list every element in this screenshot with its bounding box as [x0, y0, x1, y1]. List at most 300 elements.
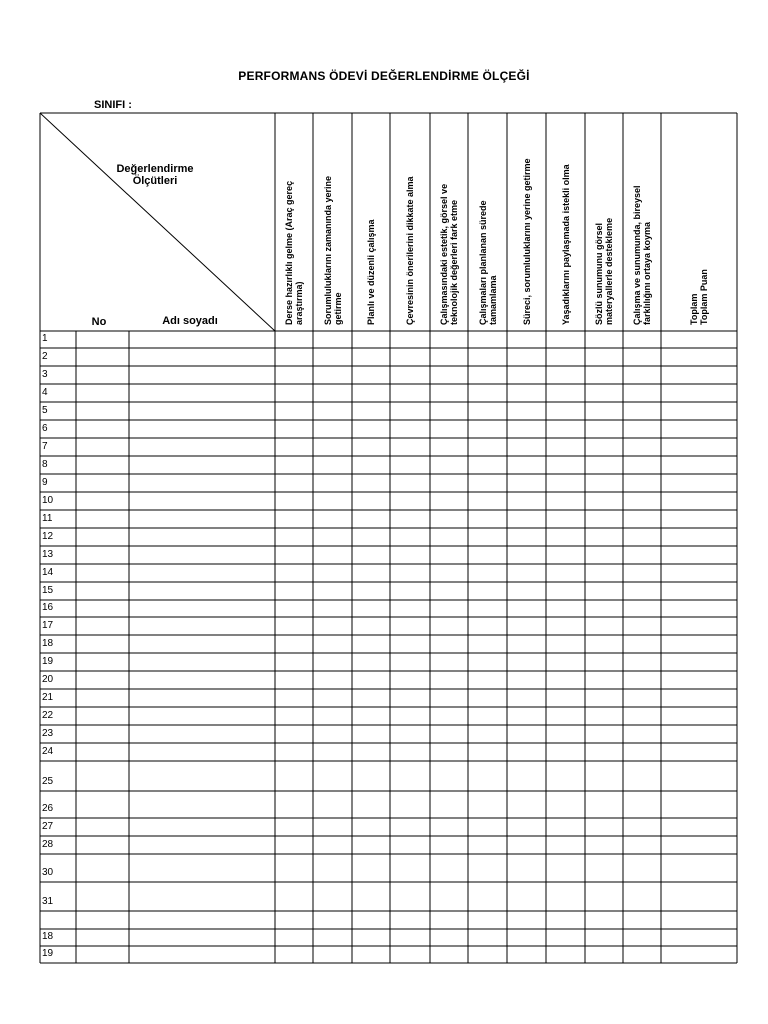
score-cell[interactable]	[276, 819, 313, 836]
student-name-cell[interactable]	[130, 726, 275, 743]
score-cell[interactable]	[314, 475, 352, 492]
score-cell[interactable]	[314, 636, 352, 653]
student-no-cell[interactable]	[77, 792, 129, 818]
score-cell[interactable]	[508, 565, 546, 582]
score-cell[interactable]	[624, 601, 661, 617]
score-cell[interactable]	[547, 762, 585, 791]
student-no-cell[interactable]	[77, 726, 129, 743]
score-cell[interactable]	[508, 493, 546, 510]
score-cell[interactable]	[314, 837, 352, 854]
score-cell[interactable]	[314, 855, 352, 882]
score-cell[interactable]	[662, 947, 737, 963]
score-cell[interactable]	[547, 930, 585, 946]
student-no-cell[interactable]	[77, 654, 129, 671]
score-cell[interactable]	[314, 672, 352, 689]
score-cell[interactable]	[662, 475, 737, 492]
score-cell[interactable]	[391, 654, 430, 671]
score-cell[interactable]	[391, 511, 430, 528]
score-cell[interactable]	[662, 855, 737, 882]
score-cell[interactable]	[314, 654, 352, 671]
score-cell[interactable]	[662, 457, 737, 474]
score-cell[interactable]	[547, 332, 585, 348]
score-cell[interactable]	[662, 547, 737, 564]
student-name-cell[interactable]	[130, 855, 275, 882]
score-cell[interactable]	[353, 367, 390, 384]
score-cell[interactable]	[276, 493, 313, 510]
score-cell[interactable]	[391, 529, 430, 546]
score-cell[interactable]	[586, 547, 623, 564]
score-cell[interactable]	[469, 762, 507, 791]
score-cell[interactable]	[469, 349, 507, 366]
student-no-cell[interactable]	[77, 912, 129, 929]
score-cell[interactable]	[624, 583, 661, 600]
score-cell[interactable]	[353, 636, 390, 653]
score-cell[interactable]	[586, 819, 623, 836]
score-cell[interactable]	[314, 457, 352, 474]
score-cell[interactable]	[547, 403, 585, 420]
score-cell[interactable]	[624, 855, 661, 882]
score-cell[interactable]	[314, 583, 352, 600]
score-cell[interactable]	[624, 883, 661, 911]
score-cell[interactable]	[624, 792, 661, 818]
score-cell[interactable]	[547, 583, 585, 600]
score-cell[interactable]	[391, 690, 430, 707]
score-cell[interactable]	[624, 493, 661, 510]
score-cell[interactable]	[547, 744, 585, 761]
student-name-cell[interactable]	[130, 475, 275, 492]
student-no-cell[interactable]	[77, 947, 129, 963]
score-cell[interactable]	[391, 367, 430, 384]
score-cell[interactable]	[276, 457, 313, 474]
score-cell[interactable]	[314, 565, 352, 582]
score-cell[interactable]	[431, 883, 468, 911]
student-name-cell[interactable]	[130, 332, 275, 348]
score-cell[interactable]	[469, 547, 507, 564]
score-cell[interactable]	[469, 475, 507, 492]
score-cell[interactable]	[586, 349, 623, 366]
score-cell[interactable]	[547, 547, 585, 564]
student-name-cell[interactable]	[130, 708, 275, 725]
score-cell[interactable]	[391, 457, 430, 474]
student-name-cell[interactable]	[130, 690, 275, 707]
score-cell[interactable]	[276, 792, 313, 818]
score-cell[interactable]	[624, 385, 661, 402]
student-no-cell[interactable]	[77, 636, 129, 653]
score-cell[interactable]	[391, 708, 430, 725]
score-cell[interactable]	[431, 726, 468, 743]
score-cell[interactable]	[353, 601, 390, 617]
score-cell[interactable]	[391, 855, 430, 882]
score-cell[interactable]	[547, 792, 585, 818]
score-cell[interactable]	[276, 601, 313, 617]
score-cell[interactable]	[662, 837, 737, 854]
student-no-cell[interactable]	[77, 475, 129, 492]
score-cell[interactable]	[276, 930, 313, 946]
score-cell[interactable]	[314, 601, 352, 617]
score-cell[interactable]	[391, 439, 430, 456]
score-cell[interactable]	[508, 690, 546, 707]
score-cell[interactable]	[662, 690, 737, 707]
score-cell[interactable]	[314, 547, 352, 564]
score-cell[interactable]	[314, 403, 352, 420]
score-cell[interactable]	[276, 529, 313, 546]
score-cell[interactable]	[469, 654, 507, 671]
score-cell[interactable]	[353, 744, 390, 761]
score-cell[interactable]	[431, 403, 468, 420]
student-name-cell[interactable]	[130, 565, 275, 582]
score-cell[interactable]	[624, 421, 661, 438]
score-cell[interactable]	[662, 565, 737, 582]
score-cell[interactable]	[624, 439, 661, 456]
student-name-cell[interactable]	[130, 439, 275, 456]
student-name-cell[interactable]	[130, 511, 275, 528]
score-cell[interactable]	[662, 744, 737, 761]
score-cell[interactable]	[586, 385, 623, 402]
score-cell[interactable]	[662, 883, 737, 911]
student-name-cell[interactable]	[130, 883, 275, 911]
score-cell[interactable]	[353, 819, 390, 836]
student-no-cell[interactable]	[77, 547, 129, 564]
student-name-cell[interactable]	[130, 385, 275, 402]
score-cell[interactable]	[508, 349, 546, 366]
score-cell[interactable]	[508, 457, 546, 474]
score-cell[interactable]	[469, 529, 507, 546]
score-cell[interactable]	[586, 403, 623, 420]
score-cell[interactable]	[624, 672, 661, 689]
score-cell[interactable]	[586, 947, 623, 963]
score-cell[interactable]	[314, 690, 352, 707]
score-cell[interactable]	[662, 930, 737, 946]
score-cell[interactable]	[276, 403, 313, 420]
score-cell[interactable]	[469, 565, 507, 582]
score-cell[interactable]	[391, 792, 430, 818]
score-cell[interactable]	[469, 837, 507, 854]
student-name-cell[interactable]	[130, 912, 275, 929]
score-cell[interactable]	[431, 654, 468, 671]
score-cell[interactable]	[276, 349, 313, 366]
score-cell[interactable]	[431, 547, 468, 564]
student-name-cell[interactable]	[130, 618, 275, 635]
score-cell[interactable]	[508, 601, 546, 617]
score-cell[interactable]	[624, 708, 661, 725]
student-name-cell[interactable]	[130, 819, 275, 836]
score-cell[interactable]	[586, 792, 623, 818]
score-cell[interactable]	[353, 762, 390, 791]
student-no-cell[interactable]	[77, 332, 129, 348]
score-cell[interactable]	[662, 912, 737, 929]
score-cell[interactable]	[276, 855, 313, 882]
score-cell[interactable]	[624, 690, 661, 707]
score-cell[interactable]	[508, 367, 546, 384]
score-cell[interactable]	[314, 511, 352, 528]
score-cell[interactable]	[624, 947, 661, 963]
score-cell[interactable]	[276, 565, 313, 582]
student-name-cell[interactable]	[130, 601, 275, 617]
score-cell[interactable]	[624, 547, 661, 564]
score-cell[interactable]	[431, 819, 468, 836]
score-cell[interactable]	[586, 618, 623, 635]
score-cell[interactable]	[508, 529, 546, 546]
score-cell[interactable]	[586, 855, 623, 882]
score-cell[interactable]	[314, 744, 352, 761]
student-name-cell[interactable]	[130, 654, 275, 671]
score-cell[interactable]	[624, 930, 661, 946]
score-cell[interactable]	[469, 601, 507, 617]
student-name-cell[interactable]	[130, 367, 275, 384]
score-cell[interactable]	[586, 439, 623, 456]
score-cell[interactable]	[662, 511, 737, 528]
score-cell[interactable]	[431, 367, 468, 384]
score-cell[interactable]	[547, 439, 585, 456]
score-cell[interactable]	[314, 385, 352, 402]
student-no-cell[interactable]	[77, 385, 129, 402]
score-cell[interactable]	[431, 690, 468, 707]
score-cell[interactable]	[314, 792, 352, 818]
score-cell[interactable]	[353, 403, 390, 420]
student-name-cell[interactable]	[130, 547, 275, 564]
student-no-cell[interactable]	[77, 930, 129, 946]
score-cell[interactable]	[586, 367, 623, 384]
score-cell[interactable]	[391, 883, 430, 911]
score-cell[interactable]	[431, 493, 468, 510]
score-cell[interactable]	[391, 403, 430, 420]
score-cell[interactable]	[469, 690, 507, 707]
score-cell[interactable]	[624, 912, 661, 929]
score-cell[interactable]	[276, 511, 313, 528]
score-cell[interactable]	[586, 565, 623, 582]
score-cell[interactable]	[431, 583, 468, 600]
score-cell[interactable]	[391, 618, 430, 635]
score-cell[interactable]	[547, 636, 585, 653]
student-name-cell[interactable]	[130, 403, 275, 420]
score-cell[interactable]	[586, 457, 623, 474]
score-cell[interactable]	[353, 457, 390, 474]
score-cell[interactable]	[508, 654, 546, 671]
score-cell[interactable]	[391, 947, 430, 963]
score-cell[interactable]	[508, 708, 546, 725]
score-cell[interactable]	[508, 912, 546, 929]
score-cell[interactable]	[469, 792, 507, 818]
score-cell[interactable]	[431, 618, 468, 635]
score-cell[interactable]	[391, 349, 430, 366]
score-cell[interactable]	[276, 912, 313, 929]
score-cell[interactable]	[469, 583, 507, 600]
score-cell[interactable]	[353, 654, 390, 671]
score-cell[interactable]	[314, 726, 352, 743]
score-cell[interactable]	[547, 837, 585, 854]
student-no-cell[interactable]	[77, 421, 129, 438]
score-cell[interactable]	[314, 912, 352, 929]
score-cell[interactable]	[431, 912, 468, 929]
score-cell[interactable]	[469, 912, 507, 929]
score-cell[interactable]	[508, 930, 546, 946]
score-cell[interactable]	[547, 819, 585, 836]
score-cell[interactable]	[391, 930, 430, 946]
student-no-cell[interactable]	[77, 403, 129, 420]
score-cell[interactable]	[586, 583, 623, 600]
student-no-cell[interactable]	[77, 439, 129, 456]
score-cell[interactable]	[586, 837, 623, 854]
score-cell[interactable]	[662, 726, 737, 743]
score-cell[interactable]	[508, 792, 546, 818]
score-cell[interactable]	[353, 332, 390, 348]
score-cell[interactable]	[353, 708, 390, 725]
score-cell[interactable]	[276, 439, 313, 456]
score-cell[interactable]	[353, 690, 390, 707]
score-cell[interactable]	[508, 618, 546, 635]
score-cell[interactable]	[314, 883, 352, 911]
score-cell[interactable]	[353, 930, 390, 946]
score-cell[interactable]	[314, 819, 352, 836]
score-cell[interactable]	[547, 529, 585, 546]
score-cell[interactable]	[276, 583, 313, 600]
score-cell[interactable]	[662, 654, 737, 671]
score-cell[interactable]	[662, 421, 737, 438]
score-cell[interactable]	[547, 708, 585, 725]
score-cell[interactable]	[624, 457, 661, 474]
score-cell[interactable]	[508, 883, 546, 911]
student-no-cell[interactable]	[77, 601, 129, 617]
score-cell[interactable]	[469, 636, 507, 653]
score-cell[interactable]	[353, 672, 390, 689]
score-cell[interactable]	[431, 457, 468, 474]
score-cell[interactable]	[391, 475, 430, 492]
score-cell[interactable]	[353, 855, 390, 882]
score-cell[interactable]	[469, 618, 507, 635]
student-no-cell[interactable]	[77, 529, 129, 546]
score-cell[interactable]	[586, 744, 623, 761]
score-cell[interactable]	[662, 708, 737, 725]
score-cell[interactable]	[662, 636, 737, 653]
score-cell[interactable]	[276, 837, 313, 854]
score-cell[interactable]	[586, 636, 623, 653]
score-cell[interactable]	[469, 367, 507, 384]
score-cell[interactable]	[547, 565, 585, 582]
score-cell[interactable]	[624, 332, 661, 348]
student-no-cell[interactable]	[77, 511, 129, 528]
score-cell[interactable]	[662, 385, 737, 402]
score-cell[interactable]	[314, 930, 352, 946]
score-cell[interactable]	[508, 636, 546, 653]
student-no-cell[interactable]	[77, 744, 129, 761]
score-cell[interactable]	[431, 475, 468, 492]
score-cell[interactable]	[431, 385, 468, 402]
score-cell[interactable]	[586, 912, 623, 929]
score-cell[interactable]	[314, 349, 352, 366]
score-cell[interactable]	[276, 385, 313, 402]
score-cell[interactable]	[508, 403, 546, 420]
score-cell[interactable]	[391, 547, 430, 564]
score-cell[interactable]	[276, 421, 313, 438]
score-cell[interactable]	[586, 708, 623, 725]
score-cell[interactable]	[469, 744, 507, 761]
score-cell[interactable]	[314, 529, 352, 546]
score-cell[interactable]	[431, 349, 468, 366]
score-cell[interactable]	[469, 493, 507, 510]
score-cell[interactable]	[624, 744, 661, 761]
score-cell[interactable]	[353, 547, 390, 564]
score-cell[interactable]	[353, 475, 390, 492]
score-cell[interactable]	[431, 511, 468, 528]
score-cell[interactable]	[431, 601, 468, 617]
score-cell[interactable]	[353, 511, 390, 528]
score-cell[interactable]	[547, 883, 585, 911]
score-cell[interactable]	[353, 529, 390, 546]
score-cell[interactable]	[353, 883, 390, 911]
score-cell[interactable]	[391, 601, 430, 617]
score-cell[interactable]	[662, 529, 737, 546]
student-name-cell[interactable]	[130, 792, 275, 818]
student-no-cell[interactable]	[77, 690, 129, 707]
student-no-cell[interactable]	[77, 457, 129, 474]
score-cell[interactable]	[508, 837, 546, 854]
score-cell[interactable]	[391, 912, 430, 929]
score-cell[interactable]	[547, 385, 585, 402]
score-cell[interactable]	[547, 618, 585, 635]
score-cell[interactable]	[276, 690, 313, 707]
score-cell[interactable]	[586, 529, 623, 546]
score-cell[interactable]	[624, 636, 661, 653]
student-no-cell[interactable]	[77, 367, 129, 384]
score-cell[interactable]	[469, 457, 507, 474]
score-cell[interactable]	[624, 403, 661, 420]
score-cell[interactable]	[469, 726, 507, 743]
score-cell[interactable]	[508, 819, 546, 836]
student-name-cell[interactable]	[130, 744, 275, 761]
score-cell[interactable]	[624, 565, 661, 582]
student-name-cell[interactable]	[130, 837, 275, 854]
score-cell[interactable]	[508, 547, 546, 564]
score-cell[interactable]	[314, 708, 352, 725]
score-cell[interactable]	[586, 601, 623, 617]
score-cell[interactable]	[662, 792, 737, 818]
score-cell[interactable]	[469, 855, 507, 882]
student-no-cell[interactable]	[77, 349, 129, 366]
student-no-cell[interactable]	[77, 855, 129, 882]
score-cell[interactable]	[469, 403, 507, 420]
score-cell[interactable]	[353, 565, 390, 582]
score-cell[interactable]	[624, 511, 661, 528]
score-cell[interactable]	[391, 672, 430, 689]
score-cell[interactable]	[353, 583, 390, 600]
score-cell[interactable]	[431, 744, 468, 761]
score-cell[interactable]	[547, 421, 585, 438]
score-cell[interactable]	[276, 636, 313, 653]
score-cell[interactable]	[508, 439, 546, 456]
score-cell[interactable]	[586, 726, 623, 743]
score-cell[interactable]	[624, 529, 661, 546]
score-cell[interactable]	[391, 636, 430, 653]
score-cell[interactable]	[391, 837, 430, 854]
score-cell[interactable]	[469, 819, 507, 836]
score-cell[interactable]	[508, 762, 546, 791]
score-cell[interactable]	[314, 493, 352, 510]
student-name-cell[interactable]	[130, 672, 275, 689]
score-cell[interactable]	[624, 618, 661, 635]
score-cell[interactable]	[547, 672, 585, 689]
score-cell[interactable]	[431, 792, 468, 818]
score-cell[interactable]	[431, 672, 468, 689]
score-cell[interactable]	[624, 654, 661, 671]
score-cell[interactable]	[391, 565, 430, 582]
student-no-cell[interactable]	[77, 618, 129, 635]
score-cell[interactable]	[276, 367, 313, 384]
score-cell[interactable]	[469, 385, 507, 402]
score-cell[interactable]	[469, 421, 507, 438]
student-name-cell[interactable]	[130, 421, 275, 438]
score-cell[interactable]	[586, 930, 623, 946]
score-cell[interactable]	[469, 930, 507, 946]
